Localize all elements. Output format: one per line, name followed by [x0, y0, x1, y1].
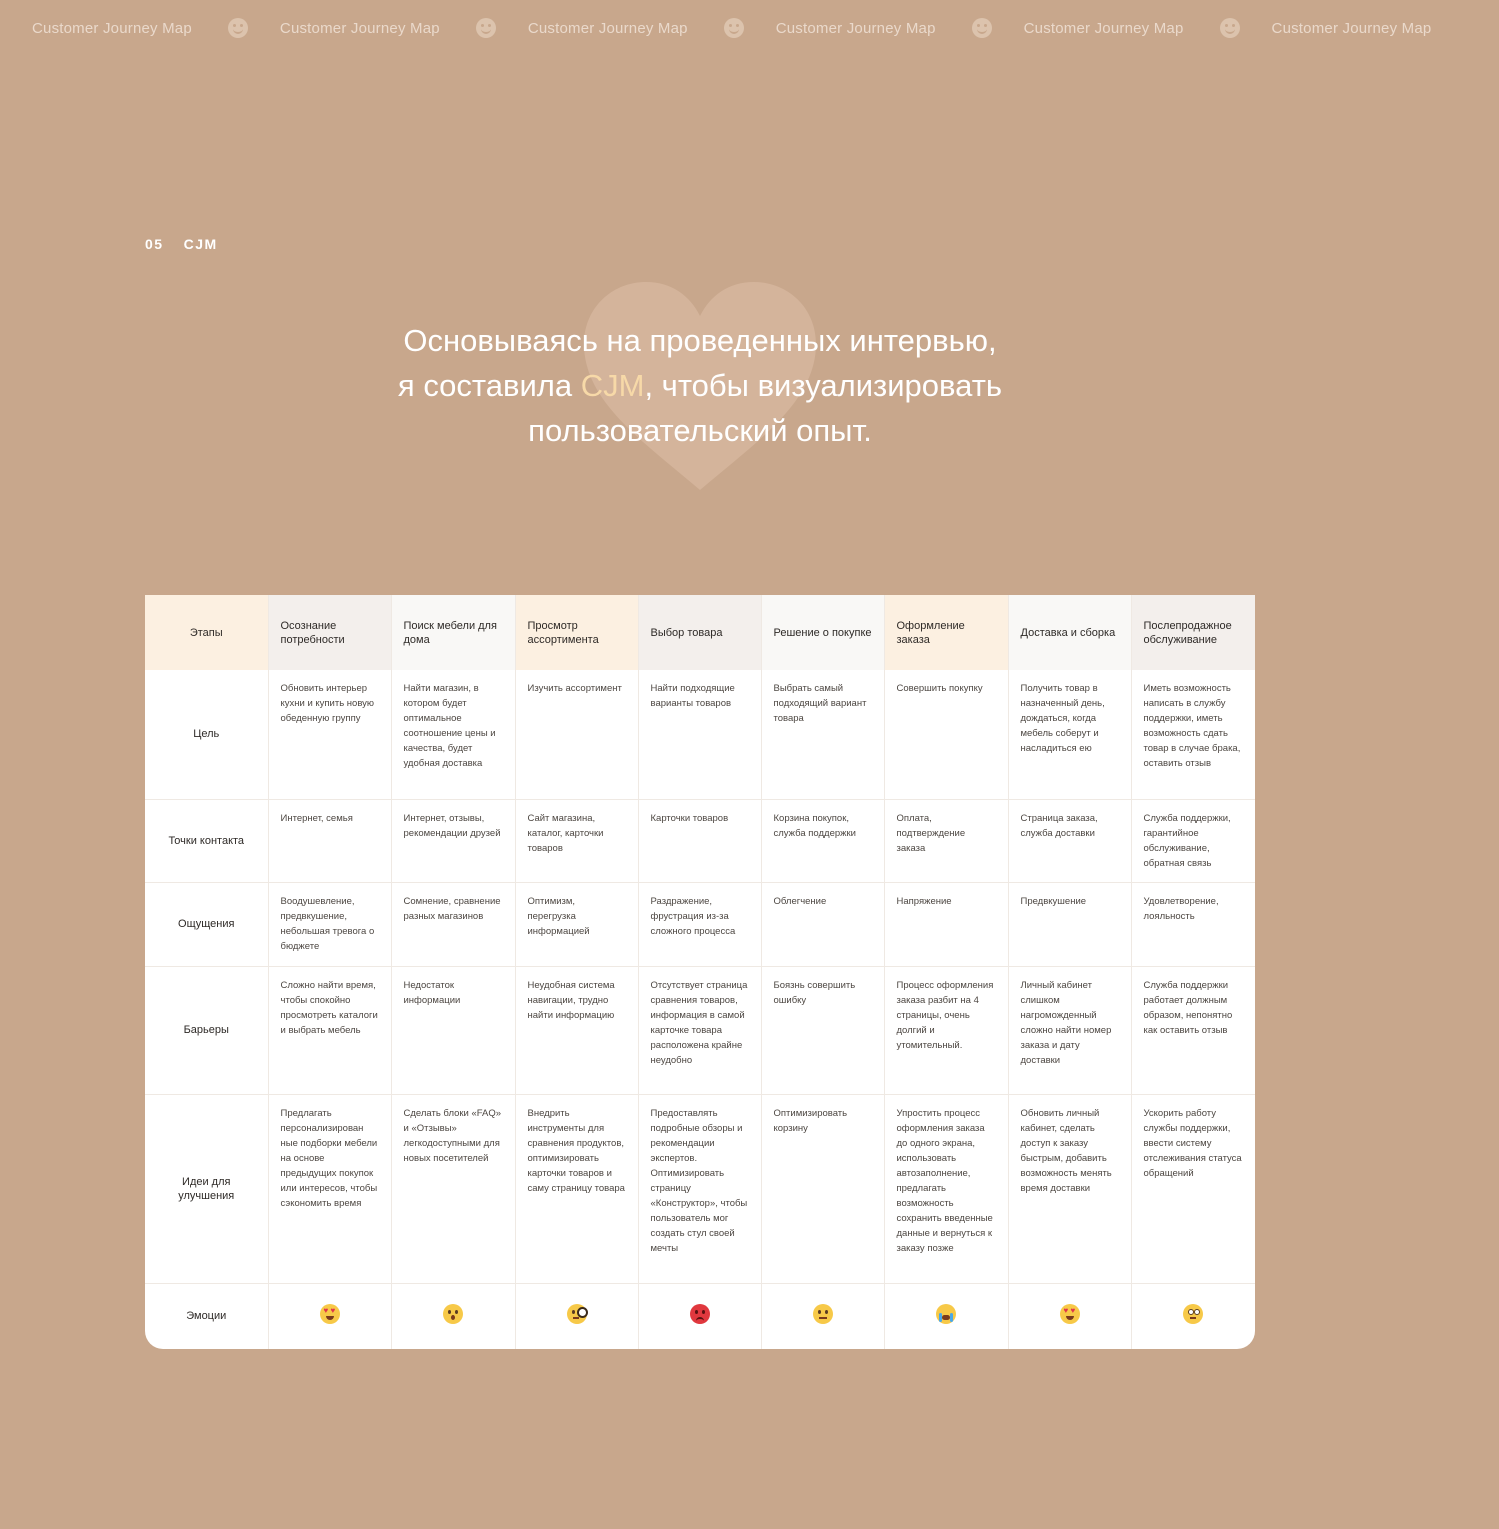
table-cell: Отсутствует страница сравнения товаров, информация в самой карточке товара расположена крайне неудобно [638, 966, 761, 1094]
heart-eyes-icon [1060, 1304, 1080, 1324]
smiley-icon [972, 18, 992, 38]
headline-text: я составила [397, 368, 581, 403]
marquee-text: Customer Journey Map [1271, 19, 1432, 37]
table-cell: Служба поддержки, гарантийное обслуживание, обратная связь [1131, 799, 1255, 882]
table-cell: Обновить личный кабинет, сделать доступ к заказу быстрым, добавить возможность менять время доставки [1008, 1094, 1131, 1283]
marquee-text: Customer Journey Map [32, 19, 192, 37]
row-label: Барьеры [145, 966, 268, 1094]
cjm-table [145, 595, 1255, 1349]
table-cell: Оптимизировать корзину [761, 1094, 884, 1283]
smiley-icon [724, 18, 744, 38]
table-cell: Обновить интерьер кухни и купить новую обеденную группу [268, 670, 391, 799]
astonished-icon [443, 1304, 463, 1324]
stage-header: Осознание потребности [268, 595, 391, 670]
angry-face-icon [690, 1304, 710, 1324]
table-cell: Страница заказа, служба доставки [1008, 799, 1131, 882]
table-cell: Оптимизм, перегрузка информацией [515, 882, 638, 966]
table-row [145, 966, 1255, 1094]
neutral-face-icon [813, 1304, 833, 1324]
eye-roll-face-icon [1183, 1304, 1203, 1324]
stage-header: Выбор товара [638, 595, 761, 670]
cjm-table-card [145, 595, 1255, 1349]
table-cell: Найти подходящие варианты товаров [638, 670, 761, 799]
row-label: Точки контакта [145, 799, 268, 882]
emotions-row [145, 1283, 1255, 1349]
stages-row [145, 595, 1255, 670]
table-cell: Получить товар в назначенный день, дождаться, когда мебель соберут и насладиться ею [1008, 670, 1131, 799]
table-cell: Оплата, подтверждение заказа [884, 799, 1008, 882]
stage-header: Поиск мебели для дома [391, 595, 515, 670]
marquee-text: Customer Journey Map [279, 19, 440, 37]
marquee-text: Customer Journey Map [527, 19, 688, 37]
monocle-face-icon [567, 1304, 587, 1324]
table-cell: Изучить ассортимент [515, 670, 638, 799]
smiley-icon [476, 18, 496, 38]
heart-eyes-icon [320, 1304, 340, 1324]
crying-face-icon [936, 1304, 956, 1324]
table-cell: Предоставлять подробные обзоры и рекомендации экспертов. Оптимизировать страницу «Конструктор», чтобы пользователь мог создать стул своей мечты [638, 1094, 761, 1283]
table-cell: Предвкушение [1008, 882, 1131, 966]
marquee-text: Customer Journey Map [1023, 19, 1184, 37]
table-cell: Раздражение, фрустрация из-за сложного процесса [638, 882, 761, 966]
table-cell: Интернет, семья [268, 799, 391, 882]
row-label: Ощущения [145, 882, 268, 966]
stage-header: Оформление заказа [884, 595, 1008, 670]
stage-header: Просмотр ассортимента [515, 595, 638, 670]
table-cell: Облегчение [761, 882, 884, 966]
row-label: Эмоции [145, 1283, 268, 1349]
table-cell: Упростить процесс оформления заказа до одного экрана, использовать автозаполнение, предлагать возможность сохранить введенные данные и вернуться к заказу позже [884, 1094, 1008, 1283]
table-row [145, 799, 1255, 882]
table-cell: Неудобная система навигации, трудно найти информацию [515, 966, 638, 1094]
stage-header: Послепродажное обслуживание [1131, 595, 1255, 670]
table-cell: Служба поддержки работает должным образом, непонятно как оставить отзыв [1131, 966, 1255, 1094]
table-cell: Предлагать персонализирован ные подборки мебели на основе предыдущих покупок или интересов, чтобы сэкономить время [268, 1094, 391, 1283]
stages-label: Этапы [145, 595, 268, 670]
table-cell: Боязнь совершить ошибку [761, 966, 884, 1094]
table-row [145, 1094, 1255, 1283]
headline-text: , чтобы визуализировать [644, 368, 1003, 403]
table-cell: Сделать блоки «FAQ» и «Отзывы» легкодоступными для новых посетителей [391, 1094, 515, 1283]
marquee-text: Customer Journey Map [775, 19, 936, 37]
table-row [145, 882, 1255, 966]
table-cell: Корзина покупок, служба поддержки [761, 799, 884, 882]
table-cell: Ускорить работу службы поддержки, ввести систему отслеживания статуса обращений [1131, 1094, 1255, 1283]
headline-line-1: Основываясь на проведенных интервью, [403, 323, 997, 358]
section-title: CJM [183, 236, 218, 252]
headline [200, 318, 1200, 453]
table-cell: Сомнение, сравнение разных магазинов [391, 882, 515, 966]
table-cell: Личный кабинет слишком нагроможденный сложно найти номер заказа и дату доставки [1008, 966, 1131, 1094]
headline-line-2 [200, 363, 1200, 408]
table-cell: Найти магазин, в котором будет оптимальное соотношение цены и качества, будет удобная доставка [391, 670, 515, 799]
section-label [145, 236, 218, 252]
table-cell: Внедрить инструменты для сравнения продуктов, оптимизировать карточки товаров и саму страницу товара [515, 1094, 638, 1283]
stage-header: Доставка и сборка [1008, 595, 1131, 670]
table-cell: Интернет, отзывы, рекомендации друзей [391, 799, 515, 882]
table-cell: Карточки товаров [638, 799, 761, 882]
table-cell: Удовлетворение, лояльность [1131, 882, 1255, 966]
smiley-icon [228, 18, 248, 38]
table-cell: Сложно найти время, чтобы спокойно просмотреть каталоги и выбрать мебель [268, 966, 391, 1094]
table-cell: Выбрать самый подходящий вариант товара [761, 670, 884, 799]
table-cell: Совершить покупку [884, 670, 1008, 799]
table-cell: Сайт магазина, каталог, карточки товаров [515, 799, 638, 882]
row-label: Идеи для улучшения [145, 1094, 268, 1283]
smiley-icon [1220, 18, 1240, 38]
table-cell: Иметь возможность написать в службу поддержки, иметь возможность сдать товар в случае брака, оставить отзыв [1131, 670, 1255, 799]
table-cell: Воодушевление, предвкушение, небольшая тревога о бюджете [268, 882, 391, 966]
stage-header: Решение о покупке [761, 595, 884, 670]
table-cell: Процесс оформления заказа разбит на 4 страницы, очень долгий и утомительный. [884, 966, 1008, 1094]
table-cell: Недостаток информации [391, 966, 515, 1094]
headline-line-3: пользовательский опыт. [528, 413, 872, 448]
table-row [145, 670, 1255, 799]
row-label: Цель [145, 670, 268, 799]
section-number: 05 [145, 236, 164, 252]
marquee-strip [32, 14, 1432, 42]
table-cell: Напряжение [884, 882, 1008, 966]
headline-accent: CJM [580, 368, 645, 403]
